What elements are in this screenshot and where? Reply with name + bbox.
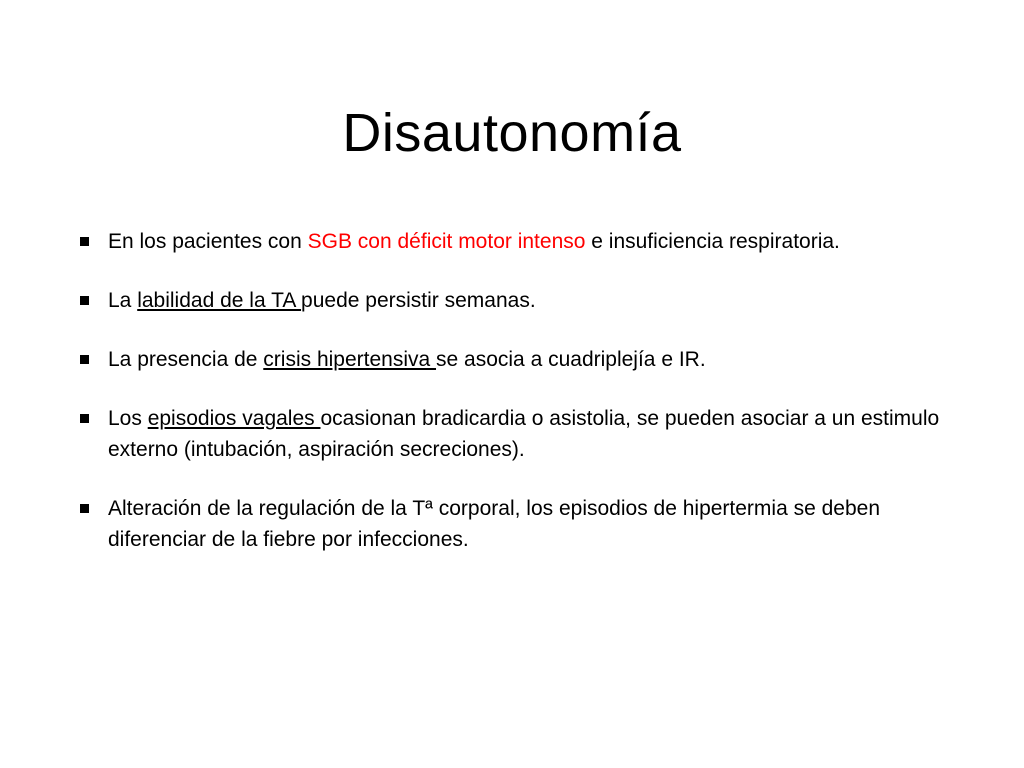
bullet-text — [108, 497, 880, 551]
underlined-text: labilidad de la TA — [137, 289, 302, 312]
square-bullet-icon — [80, 296, 89, 305]
bullet-text — [108, 230, 840, 253]
bullet-list — [78, 226, 948, 583]
bullet-item — [78, 344, 948, 375]
bullet-item — [78, 403, 948, 465]
slide-title: Disautonomía — [342, 103, 682, 164]
underlined-text: episodios vagales — [147, 407, 321, 430]
highlighted-text: SGB con déficit motor intenso — [307, 230, 586, 253]
bullet-segment: Los — [108, 407, 148, 430]
square-bullet-icon — [80, 504, 89, 513]
bullet-text — [108, 289, 536, 312]
bullet-segment: puede persistir semanas. — [301, 289, 536, 312]
underlined-text: crisis hipertensiva — [263, 348, 437, 371]
square-bullet-icon — [80, 414, 89, 423]
bullet-segment: ocasionan bradicardia o asistolia, se pueden asociar a un estimulo externo (intubación, aspiración secreciones). — [108, 407, 940, 461]
bullet-text — [108, 407, 939, 461]
bullet-item — [78, 493, 948, 555]
bullet-item — [78, 285, 948, 316]
square-bullet-icon — [80, 237, 89, 246]
bullet-text — [108, 348, 706, 371]
square-bullet-icon — [80, 355, 89, 364]
bullet-segment: La — [108, 289, 138, 312]
bullet-item — [78, 226, 948, 257]
bullet-segment: En los pacientes con — [108, 230, 308, 253]
bullet-segment: e insuficiencia respiratoria. — [585, 230, 840, 253]
bullet-segment: Alteración de la regulación de la Tª corporal, los episodios de hipertermia se deben diferenciar de la fiebre por infecciones. — [108, 497, 881, 551]
bullet-segment: se asocia a cuadriplejía e IR. — [436, 348, 706, 371]
bullet-segment: La presencia de — [108, 348, 264, 371]
